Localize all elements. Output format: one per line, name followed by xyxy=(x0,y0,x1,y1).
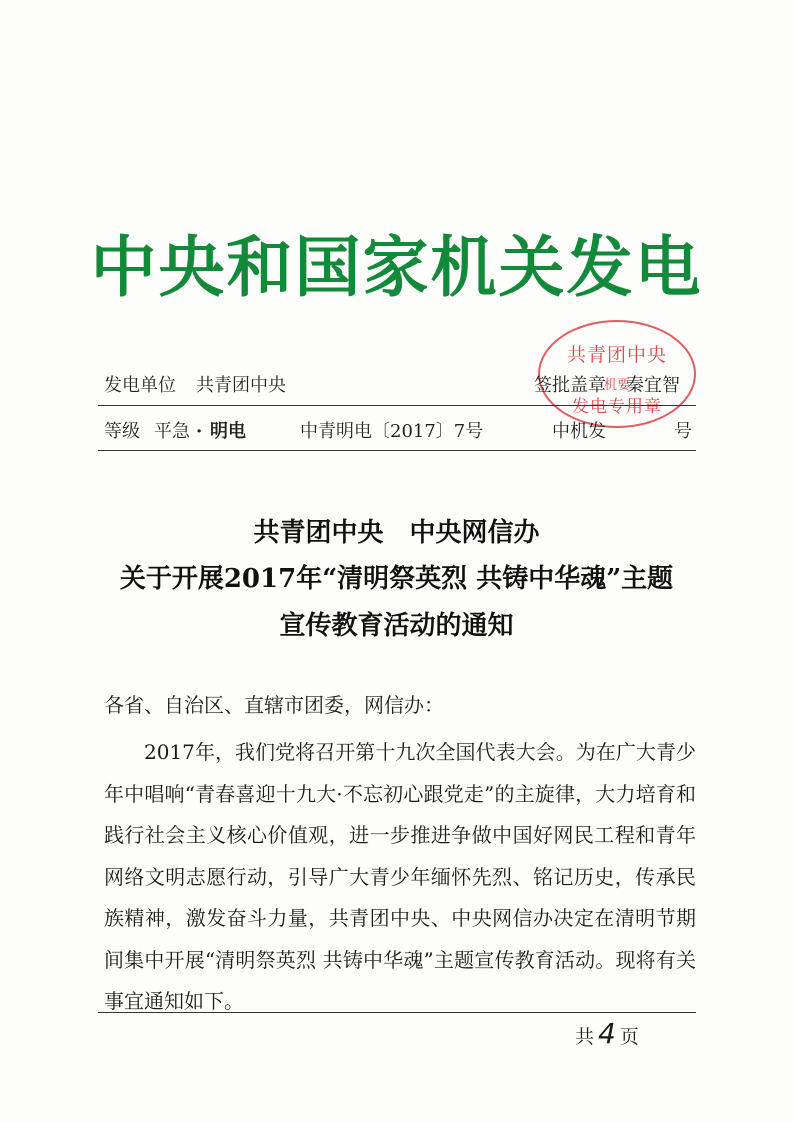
office-number-suffix: 号 xyxy=(674,421,692,442)
office-number-label: 中机发 xyxy=(552,421,606,442)
grade-row xyxy=(104,420,694,444)
masthead-title: 中央和国家机关发电 xyxy=(90,229,703,306)
divider-line xyxy=(98,405,696,406)
body-paragraph: 2017年，我们党将召开第十九次全国代表大会。为在广大青少年中唱响“青春喜迎十九大·不忘初心跟党走”的主旋律，大力培育和践行社会主义核心价值观，进一步推进争做中国好网民工程和青年网络文明志愿行动，引导广大青少年缅怀先烈、铭记历史，传承民族精神，激发奋斗力量，共青团中央、中央网信办决定在清明节期间集中开展“清明祭英烈 共铸中华魂”主题宣传教育活动。现将有关事宜通知如下。 xyxy=(104,740,696,1013)
signer-label: 签批盖章 xyxy=(534,375,606,396)
seal-line-1: 共青团中央 xyxy=(566,344,667,366)
grade-label: 等级 xyxy=(104,421,140,442)
seal-line-2: 机要 xyxy=(603,378,630,393)
page-count xyxy=(575,1017,639,1051)
grade-type: 明电 xyxy=(210,421,246,442)
page-count-prefix: 共 xyxy=(575,1026,595,1048)
notice-title-line-2: 关于开展2017年“清明祭英烈 共铸中华魂”主题 xyxy=(119,564,674,594)
sender-label: 发电单位 xyxy=(104,375,176,396)
grade-separator: · xyxy=(196,421,203,442)
sender-row xyxy=(104,374,694,398)
grade-urgency: 平急 xyxy=(154,421,190,442)
seal-line-3: 发电专用章 xyxy=(572,397,662,417)
notice-title-line-1: 共青团中央 中央网信办 xyxy=(253,518,540,548)
footer-divider xyxy=(98,1012,696,1013)
page-count-number: 4 xyxy=(598,1017,616,1050)
salutation: 各省、自治区、直辖市团委，网信办： xyxy=(104,693,444,717)
notice-title-line-3: 宣传教育活动的通知 xyxy=(279,611,514,641)
signer-value: 秦宜智 xyxy=(626,375,680,396)
doc-number: 中青明电〔2017〕7号 xyxy=(300,421,484,442)
page-count-suffix: 页 xyxy=(619,1026,639,1048)
divider-line xyxy=(98,450,696,451)
sender-value: 共青团中央 xyxy=(196,375,286,396)
